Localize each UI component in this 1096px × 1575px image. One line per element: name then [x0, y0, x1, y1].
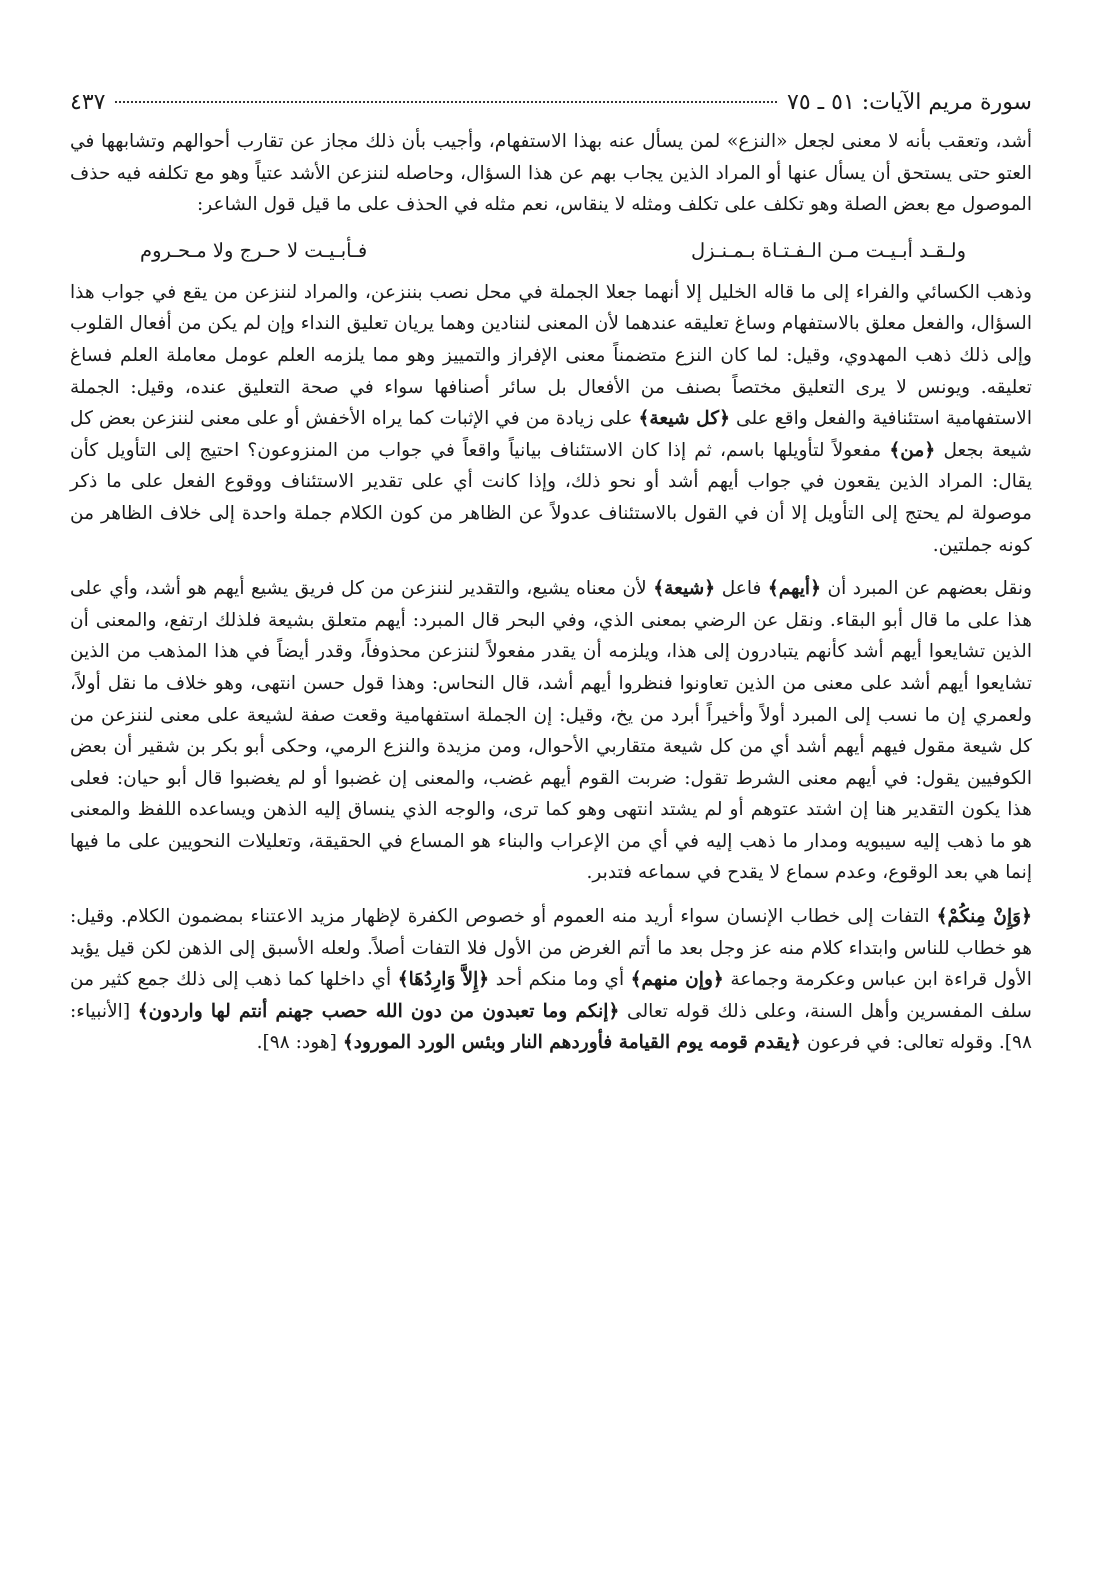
- page-number: ٤٣٧: [70, 90, 106, 115]
- poem-verse: [70, 221, 1032, 277]
- quran-quote: ﴿وإن منهم﴾: [630, 969, 724, 991]
- quran-quote: ﴿كل شيعة﴾: [638, 408, 730, 430]
- running-head: [70, 88, 1032, 118]
- quran-quote: ﴿إنكم وما تعبدون من دون الله حصب جهنم أنتم لها واردون﴾: [137, 1000, 620, 1022]
- paragraph-3-text-b: فاعل: [721, 578, 762, 600]
- running-head-title: سورة مريم الآيات: ٥١ ـ ٧٥: [787, 90, 1032, 115]
- quran-quote: ﴿شيعة﴾: [653, 578, 716, 600]
- paragraph-3-text-c: لأن معناه يشيع، والتقدير لننزعن من كل فريق يشيع أيهم هو أشد، وأي على هذا على ما قال أبو البقاء. ونقل عن الرضي بمعنى الذي، وفي البحر قال المبرد: أيهم متعلق بشيعة فلذلك ارتفع، والمعنى أن الذين تشايعوا أيهم أشد كأنهم يتبادرون إلى هذا، ويلزمه أن يقدر مفعولاً لننزعن محذوفاً، وقدر أيضاً في هذا المذهب من الذين تشايعوا أيهم أشد على معنى من الذين تعاونوا فنظروا أيهم أشد، قال النحاس: وهذا قول حسن انتهى، وهو خلاف ما نقل أولاً، ولعمري إن ما نسب إلى المبرد أولاً وأخيراً أبرد من يخ، وقيل: إن الجملة استفهامية وقعت صفة لشيعة على معنى لننزعن من كل شيعة مقول فيهم أيهم أشد أي من كل شيعة متقاربي الأحوال، ومن مزيدة والنزع الرمي، وحكى أبو بكر بن شقير أن بعض الكوفيين يقول: في أيهم معنى الشرط تقول: ضربت القوم أيهم غضب، والمعنى إن غضبوا أو لم يغضبوا قال أبو حيان: فعلى هذا يكون التقدير هنا إن اشتد عتوهم أو لم يشتد انتهى وهو كما ترى، والوجه الذي ينساق إليه الذهن ويساعده اللفظ والمعنى هو ما ذهب إليه سيبويه ومدار ما ذهب إليه في أي من الإعراب والبناء هو المساع في الحقيقة، وتعليلات النحويين على ما فيها إنما هي بعد الوقوع، وعدم سماع لا يقدح في سماعه فتدبر.: [70, 578, 1032, 884]
- quran-quote: ﴿من﴾: [889, 439, 936, 461]
- quran-quote: ﴿إِلاَّ وَارِدُهَا﴾: [397, 969, 490, 991]
- paragraph-4: [70, 901, 1032, 1059]
- leader-dots: [115, 101, 777, 103]
- paragraph-3: [70, 573, 1032, 889]
- paragraph-4-text-a: التفات إلى خطاب الإنسان سواء أريد منه العموم أو خصوص الكفرة لإظهار مزيد الاعتناء بمضمون الكلام. وقيل: هو خطاب للناس وابتداء كلام منه عز وجل بعد ما أتم الغرض من الأول فلا التفات أصلاً. ولعله الأسبق إلى الذهن لكن قيل يؤيد الأول قراءة ابن عباس وعكرمة وجماعة: [70, 906, 1032, 991]
- quran-quote: ﴿يقدم قومه يوم القيامة فأوردهم النار وبئس الورد المورود﴾: [342, 1032, 802, 1054]
- paragraph-2: [70, 277, 1032, 561]
- paragraph-4-text-e: [هود: ٩٨].: [256, 1032, 337, 1054]
- paragraph-1: أشد، وتعقب بأنه لا معنى لجعل «النزع» لمن يسأل عنه بهذا الاستفهام، وأجيب بأن ذلك مجاز عن تقارب أحوالهم وتشابهها في العتو حتى يستحق أن يسأل عنها أو المراد الذين يجاب بهم عن هذا السؤال، وحاصله لننزعن الأشد عتياً وهو مع تكلفه فيه حذف الموصول مع بعض الصلة وهو تكلف على تكلف ومثله لا ينقاس، نعم مثله في الحذف على ما قيل قول الشاعر:: [70, 131, 1032, 216]
- poem-first-hemistich: ولـقـد أبـيـت مـن الـفـتـاة بـمـنـزل: [690, 238, 966, 262]
- paragraph-2-text-c: مفعولاً لتأويلها باسم، ثم إذا كان الاستئناف بيانياً واقعاً في جواب من المنزوعون؟ احتيج إلى التأويل كأن يقال: المراد الذين يقعون في جواب أيهم أشد أو نحو ذلك، وإذا كانت أي على تقدير الاستئناف ووقوع الفعل على ما ذكر موصولة لم يحتج إلى التأويل إلا أن في القول بالاستئناف عدولاً عن الظاهر من كون الكلام جملة واحدة إلى خلاف الظاهر من كونه جملتين.: [70, 439, 1032, 556]
- poem-second-hemistich: فـأبـيـت لا حـرج ولا مـحـروم: [140, 238, 368, 262]
- quran-quote: ﴿وَإِنْ مِنكُمْ﴾: [936, 906, 1032, 928]
- paragraph-2-text-a: وذهب الكسائي والفراء إلى ما قاله الخليل إلا أنهما جعلا الجملة في محل نصب بننزعن، والمراد لننزعن من يقع في جواب هذا السؤال، والفعل معلق بالاستفهام وساغ تعليقه عندهما لأن المعنى لننادين وهما يريان تعليق النداء وإن لم يكن من أفعال القلوب وإلى ذلك ذهب المهدوي، وقيل: لما كان النزع متضمناً معنى الإفراز والتمييز وهو مما يلزمه العلم عومل معاملة العلم فساغ تعليقه. ويونس لا يرى التعليق مختصاً بصنف من الأفعال بل سائر أصنافها سواء في صحة التعليق عنده، وقيل: الجملة الاستفهامية استئنافية والفعل واقع على: [70, 281, 1032, 430]
- paragraph-2-text-b: على زيادة من في الإثبات كما يراه الأخفش أو على معنى لننزعن بعض كل شيعة بجعل: [70, 408, 1032, 461]
- quran-quote: ﴿أيهم﴾: [767, 578, 821, 600]
- paragraph-4-text-b: أي وما منكم أحد: [495, 969, 625, 991]
- paragraph-3-text-a: ونقل بعضهم عن المبرد أن: [827, 578, 1033, 600]
- paragraph-4-text-d: [الأنبياء: ٩٨]. وقوله تعالى: في فرعون: [70, 1000, 1032, 1054]
- paragraph-4-text-c: أي داخلها كما ذهب إلى ذلك جمع كثير من سلف المفسرين وأهل السنة، وعلى ذلك قوله تعالى: [70, 969, 1033, 1022]
